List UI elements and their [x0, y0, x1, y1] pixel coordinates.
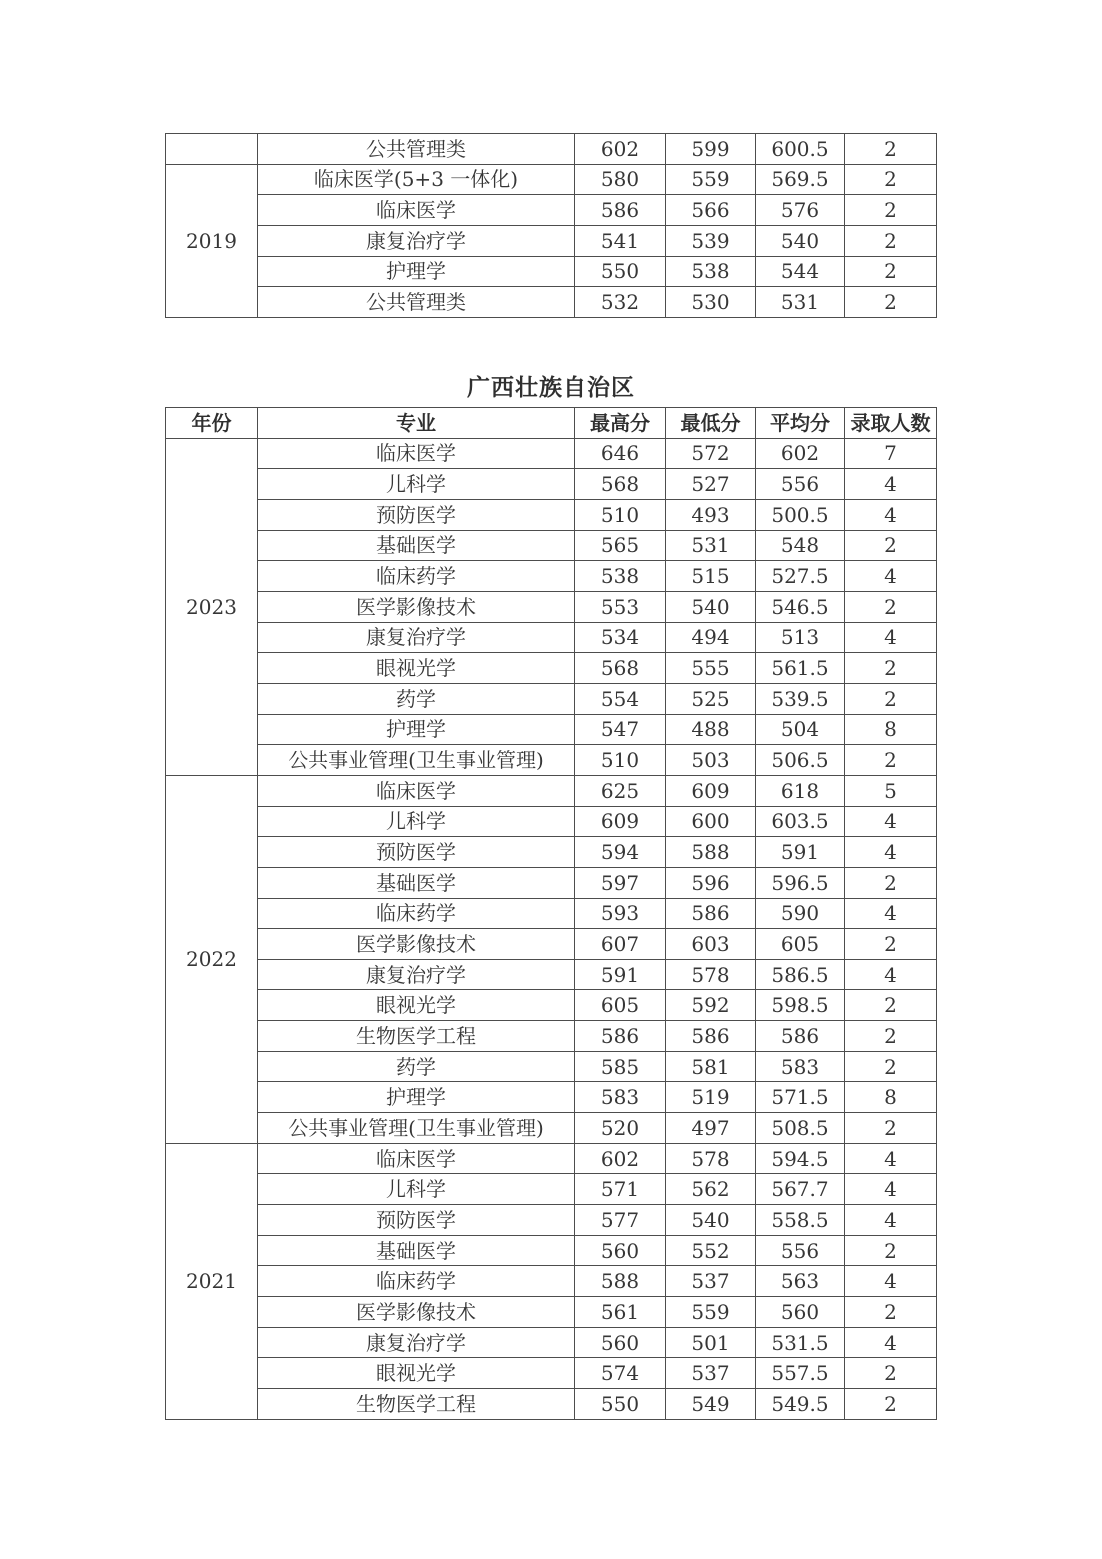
max-score-cell: 594 [575, 837, 666, 868]
major-cell: 临床药学 [258, 898, 575, 929]
major-cell: 眼视光学 [258, 1358, 575, 1389]
avg-score-cell: 605 [756, 929, 845, 960]
major-cell: 生物医学工程 [258, 1021, 575, 1052]
table-row [166, 622, 937, 653]
max-score-cell: 625 [575, 775, 666, 806]
table-row [166, 898, 937, 929]
max-score-cell: 646 [575, 438, 666, 469]
admit-count-cell: 4 [845, 898, 937, 929]
table-row [166, 1297, 937, 1328]
major-cell: 康复治疗学 [258, 622, 575, 653]
avg-score-cell: 544 [756, 256, 845, 287]
max-score-cell: 585 [575, 1051, 666, 1082]
admit-count-cell: 4 [845, 1205, 937, 1236]
avg-score-cell: 567.7 [756, 1174, 845, 1205]
avg-score-cell: 549.5 [756, 1389, 845, 1420]
min-score-cell: 538 [666, 256, 756, 287]
min-score-cell: 519 [666, 1082, 756, 1113]
major-cell: 康复治疗学 [258, 225, 575, 256]
avg-score-cell: 586 [756, 1021, 845, 1052]
avg-score-cell: 586.5 [756, 959, 845, 990]
table-row [166, 837, 937, 868]
max-score-cell: 550 [575, 1389, 666, 1420]
major-column-header: 专业 [258, 408, 575, 439]
admit-count-cell: 2 [845, 745, 937, 776]
admit-count-cell: 7 [845, 438, 937, 469]
admit-count-cell: 4 [845, 1174, 937, 1205]
max-score-cell: 577 [575, 1205, 666, 1236]
major-cell: 医学影像技术 [258, 1297, 575, 1328]
major-cell: 临床医学 [258, 195, 575, 226]
major-cell: 基础医学 [258, 1235, 575, 1266]
major-cell: 儿科学 [258, 806, 575, 837]
admit-count-cell: 2 [845, 1113, 937, 1144]
admit-count-cell: 8 [845, 1082, 937, 1113]
major-cell: 公共管理类 [258, 134, 575, 165]
avg-score-cell: 583 [756, 1051, 845, 1082]
admit-count-cell: 4 [845, 469, 937, 500]
max-score-cell: 609 [575, 806, 666, 837]
max-score-cell: 571 [575, 1174, 666, 1205]
major-cell: 儿科学 [258, 1174, 575, 1205]
table-row [166, 499, 937, 530]
admit-count-cell: 2 [845, 591, 937, 622]
max-score-cell: 583 [575, 1082, 666, 1113]
min-score-cell: 588 [666, 837, 756, 868]
max-score-cell: 547 [575, 714, 666, 745]
min-score-cell: 586 [666, 1021, 756, 1052]
min-score-cell: 559 [666, 164, 756, 195]
min-score-cell: 592 [666, 990, 756, 1021]
avg-score-cell: 594.5 [756, 1143, 845, 1174]
min-score-cell: 572 [666, 438, 756, 469]
admit-count-cell: 2 [845, 256, 937, 287]
major-cell: 临床医学 [258, 1143, 575, 1174]
scores-table-guangxi [165, 407, 937, 1420]
avg-score-cell: 600.5 [756, 134, 845, 165]
table-row [166, 469, 937, 500]
admit-count-cell: 2 [845, 530, 937, 561]
major-cell: 眼视光学 [258, 653, 575, 684]
admit-count-cell: 2 [845, 929, 937, 960]
max-score-cell: 574 [575, 1358, 666, 1389]
max-score-cell: 593 [575, 898, 666, 929]
admit-count-cell: 2 [845, 683, 937, 714]
avg-score-cell: 596.5 [756, 867, 845, 898]
min-score-cell: 603 [666, 929, 756, 960]
table-row [166, 287, 937, 318]
avg-score-cell: 500.5 [756, 499, 845, 530]
admit-count-cell: 4 [845, 1327, 937, 1358]
min-score-cell: 581 [666, 1051, 756, 1082]
max-score-cell: 538 [575, 561, 666, 592]
admit-count-cell: 2 [845, 164, 937, 195]
max-score-cell: 553 [575, 591, 666, 622]
table-row [166, 990, 937, 1021]
avg-score-cell: 561.5 [756, 653, 845, 684]
admit-count-cell: 5 [845, 775, 937, 806]
major-cell: 预防医学 [258, 499, 575, 530]
min-score-cell: 540 [666, 1205, 756, 1236]
admit-count-cell: 4 [845, 1266, 937, 1297]
table-row [166, 1082, 937, 1113]
year-column-header: 年份 [166, 408, 258, 439]
scores-table-previous-region [165, 133, 937, 318]
admit-count-cell: 4 [845, 622, 937, 653]
table-row [166, 1327, 937, 1358]
admit-count-cell: 2 [845, 1297, 937, 1328]
min-score-cell: 503 [666, 745, 756, 776]
min-score-cell: 599 [666, 134, 756, 165]
admit-count-cell: 4 [845, 1143, 937, 1174]
min-score-cell: 609 [666, 775, 756, 806]
max-score-cell: 565 [575, 530, 666, 561]
table-row [166, 195, 937, 226]
max-score-column-header: 最高分 [575, 408, 666, 439]
table-row [166, 591, 937, 622]
admit-count-cell: 4 [845, 959, 937, 990]
major-cell: 预防医学 [258, 1205, 575, 1236]
min-score-cell: 549 [666, 1389, 756, 1420]
avg-score-cell: 591 [756, 837, 845, 868]
min-score-cell: 600 [666, 806, 756, 837]
table-row [166, 653, 937, 684]
table-row [166, 775, 937, 806]
admit-count-cell: 2 [845, 1358, 937, 1389]
major-cell: 康复治疗学 [258, 959, 575, 990]
avg-score-cell: 548 [756, 530, 845, 561]
avg-score-cell: 563 [756, 1266, 845, 1297]
max-score-cell: 586 [575, 1021, 666, 1052]
table-row [166, 1266, 937, 1297]
table-row [166, 1021, 937, 1052]
table-row [166, 1174, 937, 1205]
max-score-cell: 605 [575, 990, 666, 1021]
avg-score-cell: 508.5 [756, 1113, 845, 1144]
avg-score-cell: 558.5 [756, 1205, 845, 1236]
min-score-cell: 493 [666, 499, 756, 530]
table-row [166, 1113, 937, 1144]
max-score-cell: 588 [575, 1266, 666, 1297]
avg-score-cell: 560 [756, 1297, 845, 1328]
max-score-cell: 534 [575, 622, 666, 653]
major-cell: 护理学 [258, 1082, 575, 1113]
admit-count-cell: 2 [845, 1021, 937, 1052]
admit-count-cell: 4 [845, 837, 937, 868]
max-score-cell: 550 [575, 256, 666, 287]
major-cell: 药学 [258, 1051, 575, 1082]
major-cell: 临床医学(5+3 一体化) [258, 164, 575, 195]
avg-score-cell: 576 [756, 195, 845, 226]
avg-score-cell: 531.5 [756, 1327, 845, 1358]
year-cell: 2019 [166, 164, 258, 317]
table-row [166, 256, 937, 287]
major-cell: 预防医学 [258, 837, 575, 868]
min-score-column-header: 最低分 [666, 408, 756, 439]
table-row [166, 745, 937, 776]
max-score-cell: 568 [575, 469, 666, 500]
major-cell: 护理学 [258, 714, 575, 745]
table-row [166, 959, 937, 990]
admit-count-cell: 2 [845, 653, 937, 684]
admit-count-cell: 2 [845, 1235, 937, 1266]
avg-score-cell: 618 [756, 775, 845, 806]
major-cell: 医学影像技术 [258, 929, 575, 960]
min-score-cell: 540 [666, 591, 756, 622]
max-score-cell: 561 [575, 1297, 666, 1328]
min-score-cell: 501 [666, 1327, 756, 1358]
admit-count-cell: 2 [845, 287, 937, 318]
max-score-cell: 602 [575, 1143, 666, 1174]
admit-count-cell: 8 [845, 714, 937, 745]
max-score-cell: 602 [575, 134, 666, 165]
admit-count-column-header: 录取人数 [845, 408, 937, 439]
avg-score-cell: 557.5 [756, 1358, 845, 1389]
min-score-cell: 537 [666, 1358, 756, 1389]
major-cell: 基础医学 [258, 530, 575, 561]
table-row [166, 1389, 937, 1420]
admit-count-cell: 4 [845, 561, 937, 592]
table-row [166, 164, 937, 195]
min-score-cell: 525 [666, 683, 756, 714]
max-score-cell: 541 [575, 225, 666, 256]
admit-count-cell: 2 [845, 195, 937, 226]
year-cell: 2023 [166, 438, 258, 775]
major-cell: 医学影像技术 [258, 591, 575, 622]
major-cell: 临床医学 [258, 775, 575, 806]
table-row [166, 134, 937, 165]
max-score-cell: 560 [575, 1327, 666, 1358]
major-cell: 临床药学 [258, 561, 575, 592]
avg-score-cell: 540 [756, 225, 845, 256]
major-cell: 公共管理类 [258, 287, 575, 318]
avg-score-cell: 603.5 [756, 806, 845, 837]
admit-count-cell: 2 [845, 867, 937, 898]
year-cell [166, 134, 258, 165]
avg-score-cell: 590 [756, 898, 845, 929]
avg-score-cell: 539.5 [756, 683, 845, 714]
table-row [166, 1143, 937, 1174]
avg-score-cell: 556 [756, 1235, 845, 1266]
avg-score-cell: 513 [756, 622, 845, 653]
max-score-cell: 568 [575, 653, 666, 684]
max-score-cell: 510 [575, 499, 666, 530]
major-cell: 临床药学 [258, 1266, 575, 1297]
major-cell: 护理学 [258, 256, 575, 287]
table-row [166, 438, 937, 469]
table-row [166, 530, 937, 561]
max-score-cell: 510 [575, 745, 666, 776]
min-score-cell: 488 [666, 714, 756, 745]
max-score-cell: 586 [575, 195, 666, 226]
admit-count-cell: 4 [845, 499, 937, 530]
avg-score-cell: 556 [756, 469, 845, 500]
avg-score-cell: 527.5 [756, 561, 845, 592]
avg-score-cell: 602 [756, 438, 845, 469]
major-cell: 基础医学 [258, 867, 575, 898]
max-score-cell: 607 [575, 929, 666, 960]
avg-score-cell: 546.5 [756, 591, 845, 622]
avg-score-column-header: 平均分 [756, 408, 845, 439]
min-score-cell: 539 [666, 225, 756, 256]
admit-count-cell: 2 [845, 990, 937, 1021]
admit-count-cell: 2 [845, 225, 937, 256]
table-row [166, 561, 937, 592]
table-row [166, 1051, 937, 1082]
major-cell: 公共事业管理(卫生事业管理) [258, 1113, 575, 1144]
avg-score-cell: 504 [756, 714, 845, 745]
min-score-cell: 494 [666, 622, 756, 653]
min-score-cell: 566 [666, 195, 756, 226]
min-score-cell: 515 [666, 561, 756, 592]
min-score-cell: 527 [666, 469, 756, 500]
max-score-cell: 532 [575, 287, 666, 318]
min-score-cell: 555 [666, 653, 756, 684]
table-row [166, 683, 937, 714]
major-cell: 药学 [258, 683, 575, 714]
table-row [166, 929, 937, 960]
min-score-cell: 562 [666, 1174, 756, 1205]
major-cell: 康复治疗学 [258, 1327, 575, 1358]
scores-table-previous-region-body [166, 134, 937, 318]
table-row [166, 867, 937, 898]
table-row [166, 806, 937, 837]
scores-table-guangxi-body [166, 408, 937, 1420]
max-score-cell: 554 [575, 683, 666, 714]
max-score-cell: 560 [575, 1235, 666, 1266]
section-title: 广西壮族自治区 [467, 374, 635, 401]
min-score-cell: 537 [666, 1266, 756, 1297]
min-score-cell: 578 [666, 1143, 756, 1174]
min-score-cell: 578 [666, 959, 756, 990]
year-cell: 2022 [166, 775, 258, 1143]
max-score-cell: 597 [575, 867, 666, 898]
table-row [166, 1205, 937, 1236]
avg-score-cell: 598.5 [756, 990, 845, 1021]
admit-count-cell: 2 [845, 1389, 937, 1420]
avg-score-cell: 506.5 [756, 745, 845, 776]
major-cell: 临床医学 [258, 438, 575, 469]
table-row [166, 225, 937, 256]
max-score-cell: 580 [575, 164, 666, 195]
admit-count-cell: 2 [845, 1051, 937, 1082]
table-row [166, 1358, 937, 1389]
year-cell: 2021 [166, 1143, 258, 1419]
min-score-cell: 586 [666, 898, 756, 929]
avg-score-cell: 531 [756, 287, 845, 318]
major-cell: 生物医学工程 [258, 1389, 575, 1420]
min-score-cell: 530 [666, 287, 756, 318]
max-score-cell: 520 [575, 1113, 666, 1144]
admit-count-cell: 4 [845, 806, 937, 837]
min-score-cell: 497 [666, 1113, 756, 1144]
header-row [166, 408, 937, 439]
min-score-cell: 552 [666, 1235, 756, 1266]
avg-score-cell: 571.5 [756, 1082, 845, 1113]
min-score-cell: 531 [666, 530, 756, 561]
admit-count-cell: 2 [845, 134, 937, 165]
major-cell: 眼视光学 [258, 990, 575, 1021]
min-score-cell: 596 [666, 867, 756, 898]
major-cell: 儿科学 [258, 469, 575, 500]
table-row [166, 714, 937, 745]
avg-score-cell: 569.5 [756, 164, 845, 195]
min-score-cell: 559 [666, 1297, 756, 1328]
max-score-cell: 591 [575, 959, 666, 990]
table-row [166, 1235, 937, 1266]
major-cell: 公共事业管理(卫生事业管理) [258, 745, 575, 776]
